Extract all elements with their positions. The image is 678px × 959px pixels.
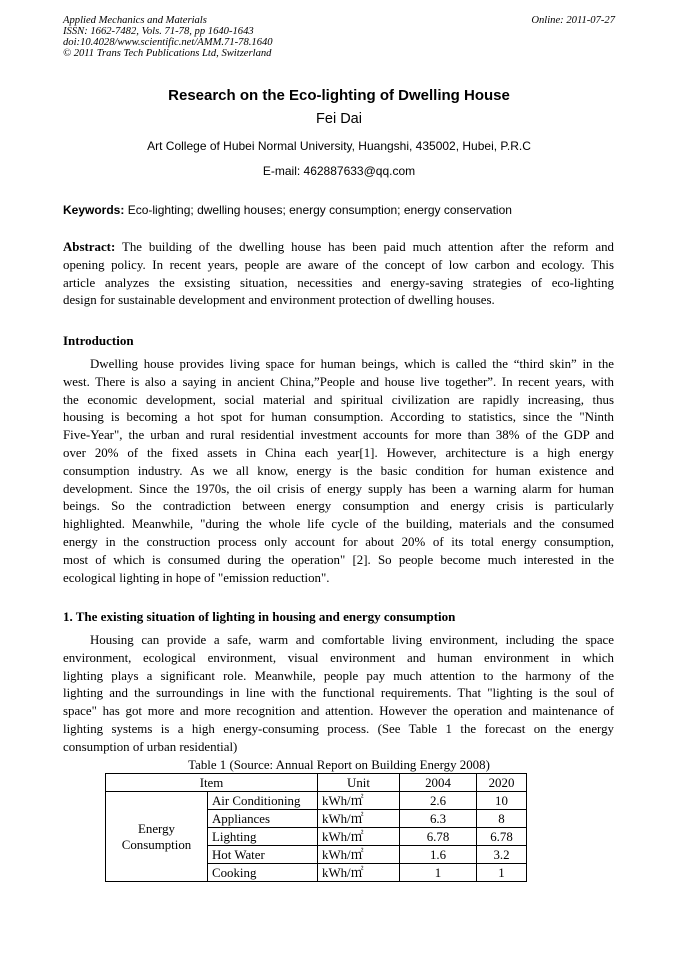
abstract-line: Abstract: The building of the dwelling house has been paid much attention after the reform and: [63, 240, 614, 254]
row-2004: 1: [400, 864, 477, 882]
row-2004: 2.6: [400, 792, 477, 810]
body-line: consumption of urban residential): [63, 739, 238, 754]
row-unit: kWh/㎡: [318, 846, 400, 864]
group-label: Energy Consumption: [106, 792, 208, 882]
online-date: Online: 2011-07-27: [531, 15, 615, 26]
header-item: Item: [106, 774, 318, 792]
body-line: Five-Year", the urban and rural residential investment accounts for more than 38% of the GDP and: [63, 428, 614, 443]
section1-heading: 1. The existing situation of lighting in housing and energy consumption: [63, 609, 456, 624]
energy-table: [105, 773, 527, 882]
doi-line: doi:10.4028/www.scientific.net/AMM.71-78.1640: [63, 37, 273, 48]
header-2004: 2004: [400, 774, 477, 792]
row-name: Hot Water: [208, 846, 318, 864]
row-unit: kWh/㎡: [318, 792, 400, 810]
keywords-label: Keywords:: [63, 203, 125, 217]
author-name: Fei Dai: [316, 111, 362, 127]
row-2020: 1: [477, 864, 527, 882]
row-2004: 6.78: [400, 828, 477, 846]
abstract-line: design for sustainable development and environment protection of dwelling houses.: [63, 293, 495, 308]
journal-header: [63, 15, 615, 59]
body-line: most of which is consumed during the operation" [2]. So people become much interested in the: [63, 552, 614, 567]
table-row: [106, 792, 527, 810]
row-2004: 6.3: [400, 810, 477, 828]
body-line: lighting plays a significant role. Meanwhile, people pay much attention to the harmony of the: [63, 668, 614, 683]
body-line: highlighted. Meanwhile, "during the whole life cycle of the building, materials and the consumed: [63, 517, 614, 532]
introduction-body: [63, 356, 614, 587]
abstract-line: article analyzes the exsisting situation, necessities and energy-saving strategies of eco-lighting: [63, 275, 614, 290]
table-header-row: [106, 774, 527, 792]
row-unit: kWh/㎡: [318, 810, 400, 828]
abstract-line: opening policy. In recent years, people are aware of the concept of low carbon and ecology. This: [63, 257, 614, 272]
row-name: Appliances: [208, 810, 318, 828]
row-unit: kWh/㎡: [318, 864, 400, 882]
journal-name: Applied Mechanics and Materials: [63, 15, 207, 26]
section1-body: [63, 632, 614, 757]
row-unit: kWh/㎡: [318, 828, 400, 846]
keywords: [63, 203, 623, 218]
body-line: Dwelling house provides living space for human beings, which is called the “third skin” in the: [90, 357, 614, 371]
row-2020: 3.2: [477, 846, 527, 864]
author-email: E-mail: 462887633@qq.com: [262, 164, 416, 178]
body-line: energy in the construction process only account for about 20% of its total energy consumption,: [63, 534, 614, 549]
row-2020: 6.78: [477, 828, 527, 846]
body-line: the economic development, social material and spiritual civilization are rapidly increasing, thus: [63, 392, 614, 407]
abstract-label: Abstract:: [63, 240, 116, 254]
body-line: consumption industry. As we all know, energy is the basic condition for human existence and: [63, 463, 614, 478]
issn-line: ISSN: 1662-7482, Vols. 71-78, pp 1640-1643: [63, 26, 254, 37]
body-line: Housing can provide a safe, warm and comfortable living environment, including the space: [90, 633, 614, 647]
row-name: Air Conditioning: [208, 792, 318, 810]
body-line: housing is becoming a hot spot for human consumption. According to statistics, since the "Ninth: [63, 410, 614, 425]
row-name: Cooking: [208, 864, 318, 882]
body-line: development. Since the 1970s, the oil crisis of energy supply has been a warning alarm for human: [63, 481, 614, 496]
header-2020: 2020: [477, 774, 527, 792]
paper-title: Research on the Eco-lighting of Dwelling House: [168, 87, 510, 104]
row-2020: 8: [477, 810, 527, 828]
row-name: Lighting: [208, 828, 318, 846]
body-line: lighting and the surroundings in line with the functional requirements. That "lighting is the soul of: [63, 686, 614, 701]
body-line: ecological lighting in hope of "emission reduction".: [63, 570, 330, 585]
body-line: beings. So the contradiction between energy consumption and energy crisis is particularly: [63, 499, 614, 514]
row-2020: 10: [477, 792, 527, 810]
body-line: over 20% of the fixed assets in China each year[1]. However, architecture is a high energy: [63, 445, 614, 460]
row-2004: 1.6: [400, 846, 477, 864]
abstract: [63, 239, 614, 310]
keywords-text: Eco-lighting; dwelling houses; energy consumption; energy conservation: [124, 203, 512, 217]
author-affiliation: Art College of Hubei Normal University, Huangshi, 435002, Hubei, P.R.C: [147, 139, 531, 153]
body-line: space" has got more and more recognition and attention. However the operation and maintenance of: [63, 704, 614, 719]
body-line: lighting systems is a high energy-consuming process. (See Table 1 the forecast on the energy: [63, 721, 614, 736]
introduction-heading: Introduction: [63, 333, 134, 348]
body-line: west. There is also a saying in ancient China,”People and house live together”. In recent years, with: [63, 374, 614, 389]
header-unit: Unit: [318, 774, 400, 792]
copyright-line: © 2011 Trans Tech Publications Ltd, Switzerland: [63, 48, 272, 59]
body-line: environment, ecological environment, visual environment and human environment in which: [63, 650, 614, 665]
table-caption: Table 1 (Source: Annual Report on Building Energy 2008): [188, 758, 490, 772]
